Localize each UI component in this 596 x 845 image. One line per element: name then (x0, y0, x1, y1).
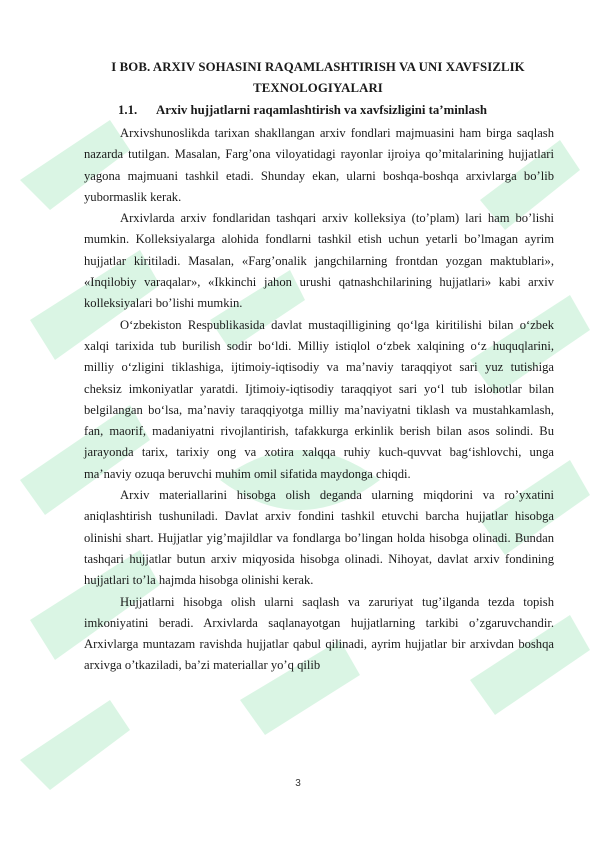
paragraph: Arxivshunoslikda tarixan shakllangan arxiv fondlari majmuasini ham birga saqlash nazarda tutilgan. Masalan, Farg’ona viloyatidagi rayonlar ijroiya qo’mitalarining hujjatlari yagona majmuani tashkil etadi. Shunday ekan, ularni boshqa-boshqa arxivlarga bo’lib yubormaslik kerak. (84, 126, 554, 204)
paragraph: O‘zbekiston Respublikasida davlat mustaqilligining qo‘lga kiritilishi bilan o‘zbek xalqi tarixida tub burilish sodir bo‘ldi. Milliy istiqlol o‘zbek xalqining o‘z huquqlarini, milliy o‘zligini tiklashiga, ijtimoiy-iqtisodiy va ma’naviy taraqqiyot sari yuz tutishiga cheksiz imkoniyatlar yaratdi. Ijtimoiy-iqtisodiy taraqqiyot sari yo‘l tub islohotlar bilan belgilangan bo‘lsa, ma’naviy taraqqiyotga milliy ma’naviyatni tiklash va mustahkamlash, fan, maorif, madaniyatni rivojlantirish, tafakkurga erkinlik berish bilan asos solindi. Bu jarayonda tarix, tarixiy ong va xotira xalqqa ruhiy kuch-quvvat bag‘ishlovchi, unga ma’naviy ozuqa beruvchi muhim omil sifatida maydonga chiqdi. (84, 317, 554, 481)
section-number: 1.1. (118, 103, 138, 117)
paragraph: Arxivlarda arxiv fondlaridan tashqari arxiv kolleksiya (to’plam) lari ham bo’lishi mumkin. Kolleksiyalarga alohida fondlarni tashkil etish uchun yetarli bo’lmagan ayrim hujjatlar kiritiladi. Masalan, «Farg’onalik jangchilarning frontdan yozgan maktublari», «Inqilobiy varaqalar», «Ikkinchi jahon urushi qatnashchilarining hujjatlari» kabi arxiv kolleksiyalari bo’lishi mumkin. (84, 211, 554, 311)
body-text (84, 123, 554, 677)
chapter-title: I BOB. ARXIV SOHASINI RAQAMLASHTIRISH VA UNI XAVFSIZLIK TEXNOLOGIYALARI (111, 60, 525, 95)
section-title (118, 100, 487, 121)
paragraph: Arxiv materiallarini hisobga olish deganda ularning miqdorini va ro’yxatini aniqlashtirish tushuniladi. Davlat arxiv fondini tashkil etuvchi barcha hujjatlar hisobga olinishi shart. Hujjatlar yig’majildlar va fondlarga bo’lingan holda hisobga olinadi. Bundan tashqari hujjatlar butun arxiv miqyosida hisobga olinadi. Nihoyat, davlat arxiv fondining hujjatlari to’la hajmda hisobga olinishi kerak. (84, 488, 554, 588)
section-title-text: Arxiv hujjatlarni raqamlashtirish va xavfsizligini ta’minlash (156, 103, 487, 117)
page-number: 3 (295, 778, 301, 789)
paragraph: Hujjatlarni hisobga olish ularni saqlash va zaruriyat tug’ilganda tezda topish imkoniyatini beradi. Arxivlarda saqlanayotgan hujjatlarning tarkibi o’zgaruvchandir. Arxivlarga muntazam ravishda hujjatlar qabul qilinadi, ayrim hujjatlar bir arxivdan boshqa arxivga o’tkaziladi, ba’zi materiallar yo’q qilib (84, 594, 554, 673)
